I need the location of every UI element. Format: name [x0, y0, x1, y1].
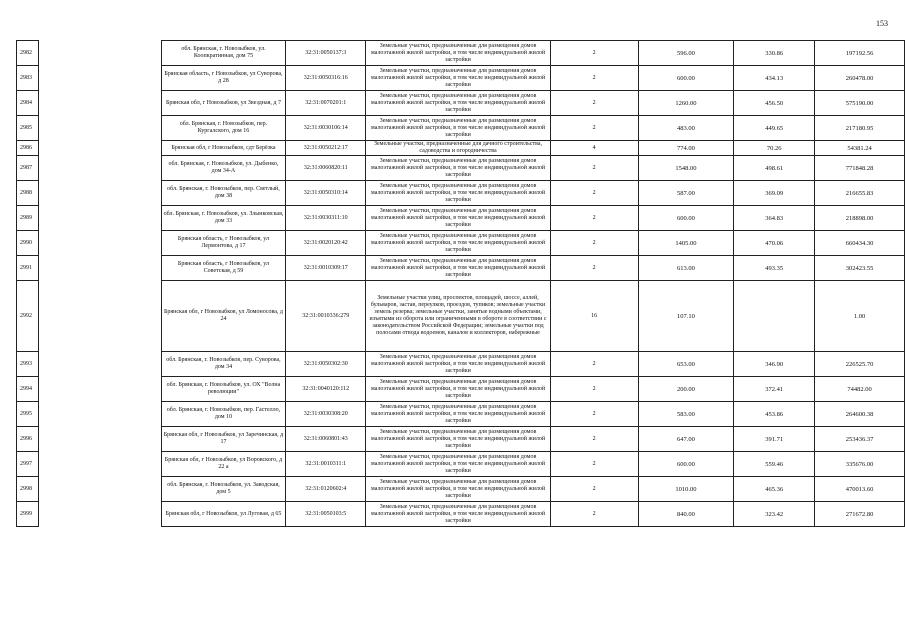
- area-cell: 840.00: [638, 502, 734, 527]
- spacer-cell: [38, 91, 161, 116]
- address-cell: Брянская обл, г Новозыбков, ул Заречинская, д 17: [161, 427, 286, 452]
- spacer-cell: [38, 402, 161, 427]
- address-cell: обл. Брянская, г. Новозыбков, ул. ОХ "Волна революции": [161, 377, 286, 402]
- spacer-cell: [38, 502, 161, 527]
- cadastral-value-cell: 197192.56: [815, 41, 905, 66]
- table-row: [17, 452, 905, 477]
- cadastral-number-cell: 32:31:0070201:1: [286, 91, 366, 116]
- cadastral-number-cell: 32:31:0120602:4: [286, 477, 366, 502]
- row-number: 2996: [17, 427, 39, 452]
- cadastral-value-cell: 253436.37: [815, 427, 905, 452]
- spacer-cell: [38, 141, 161, 156]
- group-cell: 16: [550, 281, 638, 352]
- address-cell: Брянская обл, г Новозыбков, ул Луговая, д 65: [161, 502, 286, 527]
- specific-value-cell: 323.42: [734, 502, 815, 527]
- table-row: [17, 502, 905, 527]
- table-row: [17, 66, 905, 91]
- cadastral-number-cell: 32:31:0050103:5: [286, 502, 366, 527]
- specific-value-cell: 346.90: [734, 352, 815, 377]
- table-row: [17, 116, 905, 141]
- area-cell: 600.00: [638, 206, 734, 231]
- row-number: 2994: [17, 377, 39, 402]
- group-cell: 2: [550, 352, 638, 377]
- group-cell: 2: [550, 156, 638, 181]
- area-cell: 600.00: [638, 66, 734, 91]
- group-cell: 2: [550, 427, 638, 452]
- row-number: 2985: [17, 116, 39, 141]
- specific-value-cell: 369.09: [734, 181, 815, 206]
- land-use-cell: Земельные участки, предназначенные для дачного строительства, садоводства и огородничества: [366, 141, 551, 156]
- spacer-cell: [38, 377, 161, 402]
- specific-value-cell: [734, 281, 815, 352]
- row-number: 2993: [17, 352, 39, 377]
- address-cell: Брянская обл, г Новозыбков, сдт Берёзка: [161, 141, 286, 156]
- cadastral-number-cell: 32:31:0040120:112: [286, 377, 366, 402]
- spacer-cell: [38, 206, 161, 231]
- spacer-cell: [38, 427, 161, 452]
- area-cell: 613.00: [638, 256, 734, 281]
- area-cell: 1548.00: [638, 156, 734, 181]
- address-cell: обл. Брянская, г. Новозыбков, пер. Кургалского, дом 16: [161, 116, 286, 141]
- cadastral-value-cell: 260478.00: [815, 66, 905, 91]
- specific-value-cell: 364.83: [734, 206, 815, 231]
- row-number: 2999: [17, 502, 39, 527]
- cadastral-value-cell: 218898.00: [815, 206, 905, 231]
- address-cell: Брянская область, г Новозыбков, ул Советская, д 59: [161, 256, 286, 281]
- group-cell: 2: [550, 377, 638, 402]
- cadastral-number-cell: 32:31:0050302:30: [286, 352, 366, 377]
- area-cell: 653.00: [638, 352, 734, 377]
- specific-value-cell: 391.71: [734, 427, 815, 452]
- area-cell: 587.00: [638, 181, 734, 206]
- land-use-cell: Земельные участки, предназначенные для размещения домов малоэтажной жилой застройки, в том числе индивидуальной жилой застройки: [366, 402, 551, 427]
- group-cell: 2: [550, 477, 638, 502]
- address-cell: обл. Брянская, г. Новозыбков, ул. Дыбенко, дом 34-А: [161, 156, 286, 181]
- spacer-cell: [38, 256, 161, 281]
- land-use-cell: Земельные участки, предназначенные для размещения домов малоэтажной жилой застройки, в том числе индивидуальной жилой застройки: [366, 377, 551, 402]
- area-cell: 1010.00: [638, 477, 734, 502]
- row-number: 2988: [17, 181, 39, 206]
- cadastral-number-cell: 32:31:0050212:17: [286, 141, 366, 156]
- group-cell: 2: [550, 452, 638, 477]
- table-row: [17, 181, 905, 206]
- spacer-cell: [38, 352, 161, 377]
- area-cell: 583.00: [638, 402, 734, 427]
- spacer-cell: [38, 181, 161, 206]
- specific-value-cell: 465.36: [734, 477, 815, 502]
- address-cell: Брянская обл, г Новозыбков, ул Звездная, д 7: [161, 91, 286, 116]
- land-use-cell: Земельные участки, предназначенные для размещения домов малоэтажной жилой застройки, в том числе индивидуальной жилой застройки: [366, 477, 551, 502]
- cadastral-value-cell: 660434.30: [815, 231, 905, 256]
- group-cell: 2: [550, 206, 638, 231]
- address-cell: Брянская обл, г Новозыбков, ул Ломоносова, д 24: [161, 281, 286, 352]
- land-use-cell: Земельные участки, предназначенные для размещения домов малоэтажной жилой застройки, в том числе индивидуальной жилой застройки: [366, 41, 551, 66]
- table-row: [17, 41, 905, 66]
- spacer-cell: [38, 66, 161, 91]
- specific-value-cell: 493.35: [734, 256, 815, 281]
- cadastral-value-cell: 74482.00: [815, 377, 905, 402]
- cadastral-number-cell: 32:31:0020120:42: [286, 231, 366, 256]
- land-use-cell: Земельные участки, предназначенные для размещения домов малоэтажной жилой застройки, в том числе индивидуальной жилой застройки: [366, 181, 551, 206]
- spacer-cell: [38, 41, 161, 66]
- cadastral-number-cell: 32:31:0010336:279: [286, 281, 366, 352]
- spacer-cell: [38, 452, 161, 477]
- cadastral-number-cell: 32:31:0030106:14: [286, 116, 366, 141]
- address-cell: обл. Брянская, г. Новозыбков, пер. Светлый, дом 38: [161, 181, 286, 206]
- cadastral-value-cell: 217180.95: [815, 116, 905, 141]
- cadastral-value-cell: 575190.00: [815, 91, 905, 116]
- cadastral-value-cell: 470013.60: [815, 477, 905, 502]
- group-cell: 2: [550, 402, 638, 427]
- spacer-cell: [38, 116, 161, 141]
- table-row: [17, 141, 905, 156]
- cadastral-value-cell: 271672.80: [815, 502, 905, 527]
- group-cell: 2: [550, 256, 638, 281]
- land-use-cell: Земельные участки, предназначенные для размещения домов малоэтажной жилой застройки, в том числе индивидуальной жилой застройки: [366, 452, 551, 477]
- spacer-cell: [38, 231, 161, 256]
- cadastral-number-cell: 32:31:0030308:20: [286, 402, 366, 427]
- cadastral-value-cell: 1.00: [815, 281, 905, 352]
- table-row: [17, 231, 905, 256]
- land-use-cell: Земельные участки, предназначенные для размещения домов малоэтажной жилой застройки, в том числе индивидуальной жилой застройки: [366, 91, 551, 116]
- land-use-cell: Земельные участки, предназначенные для размещения домов малоэтажной жилой застройки, в том числе индивидуальной жилой застройки: [366, 502, 551, 527]
- table-row: [17, 281, 905, 352]
- specific-value-cell: 456.50: [734, 91, 815, 116]
- address-cell: обл. Брянская, г. Новозыбков, пер. Суворова, дом 34: [161, 352, 286, 377]
- table-row: [17, 156, 905, 181]
- address-cell: Брянская область, г Новозыбков, ул Суворова, д 28: [161, 66, 286, 91]
- address-cell: обл. Брянская, г. Новозыбков, ул. Злынковская, дом 33: [161, 206, 286, 231]
- row-number: 2991: [17, 256, 39, 281]
- table-row: [17, 256, 905, 281]
- specific-value-cell: 449.65: [734, 116, 815, 141]
- row-number: 2984: [17, 91, 39, 116]
- specific-value-cell: 453.86: [734, 402, 815, 427]
- specific-value-cell: 330.86: [734, 41, 815, 66]
- cadastral-value-cell: 771848.28: [815, 156, 905, 181]
- table-row: [17, 402, 905, 427]
- land-use-cell: Земельные участки, предназначенные для размещения домов малоэтажной жилой застройки, в том числе индивидуальной жилой застройки: [366, 231, 551, 256]
- area-cell: 483.00: [638, 116, 734, 141]
- area-cell: 200.00: [638, 377, 734, 402]
- group-cell: 2: [550, 66, 638, 91]
- specific-value-cell: 434.13: [734, 66, 815, 91]
- cadastral-value-cell: 226525.70: [815, 352, 905, 377]
- row-number: 2983: [17, 66, 39, 91]
- page-number: 153: [876, 19, 888, 28]
- cadastral-number-cell: 32:31:0050310:14: [286, 181, 366, 206]
- land-use-cell: Земельные участки, предназначенные для размещения домов малоэтажной жилой застройки, в том числе индивидуальной жилой застройки: [366, 352, 551, 377]
- cadastral-value-table: [16, 40, 905, 527]
- table-row: [17, 91, 905, 116]
- land-use-cell: Земельные участки, предназначенные для размещения домов малоэтажной жилой застройки, в том числе индивидуальной жилой застройки: [366, 156, 551, 181]
- row-number: 2989: [17, 206, 39, 231]
- specific-value-cell: 470.06: [734, 231, 815, 256]
- specific-value-cell: 70.26: [734, 141, 815, 156]
- row-number: 2997: [17, 452, 39, 477]
- cadastral-number-cell: 32:31:0060820:11: [286, 156, 366, 181]
- cadastral-number-cell: 32:31:0060801:43: [286, 427, 366, 452]
- group-cell: 2: [550, 116, 638, 141]
- table-row: [17, 206, 905, 231]
- table-row: [17, 352, 905, 377]
- row-number: 2987: [17, 156, 39, 181]
- cadastral-value-cell: 335676.00: [815, 452, 905, 477]
- cadastral-number-cell: 32:31:0050137:3: [286, 41, 366, 66]
- table-row: [17, 427, 905, 452]
- table-row: [17, 377, 905, 402]
- group-cell: 2: [550, 502, 638, 527]
- group-cell: 2: [550, 181, 638, 206]
- row-number: 2998: [17, 477, 39, 502]
- address-cell: Брянская обл, г Новозыбков, ул Воровского, д 22 а: [161, 452, 286, 477]
- area-cell: 1260.00: [638, 91, 734, 116]
- cadastral-value-cell: 264600.38: [815, 402, 905, 427]
- area-cell: 647.00: [638, 427, 734, 452]
- land-use-cell: Земельные участки, предназначенные для размещения домов малоэтажной жилой застройки, в том числе индивидуальной жилой застройки: [366, 66, 551, 91]
- area-cell: 774.00: [638, 141, 734, 156]
- group-cell: 2: [550, 41, 638, 66]
- spacer-cell: [38, 281, 161, 352]
- area-cell: 600.00: [638, 452, 734, 477]
- group-cell: 2: [550, 231, 638, 256]
- group-cell: 4: [550, 141, 638, 156]
- cadastral-number-cell: 32:31:0010311:1: [286, 452, 366, 477]
- land-use-cell: Земельные участки улиц, проспектов, площадей, шоссе, аллей, бульваров, застав, переулков, проездов, тупиков; земельные участки земель резерва; земельные участки, занятые водными объектами, изъятыми из оборота или ограниченными в обороте в соответствии с законодательством Российской Федерации; земельные участки под полосами отвода водоемов, каналов и коллекторов, набережные: [366, 281, 551, 352]
- land-use-cell: Земельные участки, предназначенные для размещения домов малоэтажной жилой застройки, в том числе индивидуальной жилой застройки: [366, 116, 551, 141]
- row-number: 2995: [17, 402, 39, 427]
- row-number: 2990: [17, 231, 39, 256]
- address-cell: обл. Брянская, г. Новозыбков, ул. Коопкратинная, дом 75: [161, 41, 286, 66]
- specific-value-cell: 372.41: [734, 377, 815, 402]
- land-use-cell: Земельные участки, предназначенные для размещения домов малоэтажной жилой застройки, в том числе индивидуальной жилой застройки: [366, 256, 551, 281]
- land-use-cell: Земельные участки, предназначенные для размещения домов малоэтажной жилой застройки, в том числе индивидуальной жилой застройки: [366, 206, 551, 231]
- spacer-cell: [38, 477, 161, 502]
- address-cell: обл. Брянская, г. Новозыбков, пер. Гастелло, дом 10: [161, 402, 286, 427]
- area-cell: 1405.00: [638, 231, 734, 256]
- group-cell: 2: [550, 91, 638, 116]
- cadastral-number-cell: 32:31:0050316:16: [286, 66, 366, 91]
- spacer-cell: [38, 156, 161, 181]
- cadastral-value-cell: 302423.55: [815, 256, 905, 281]
- row-number: 2992: [17, 281, 39, 352]
- specific-value-cell: 559.46: [734, 452, 815, 477]
- address-cell: Брянская область, г Новозыбков, ул Лермонтова, д 17: [161, 231, 286, 256]
- address-cell: обл. Брянская, г. Новозыбков, ул. Заводская, дом 5: [161, 477, 286, 502]
- cadastral-number-cell: 32:31:0030311:10: [286, 206, 366, 231]
- area-cell: 107.10: [638, 281, 734, 352]
- row-number: 2982: [17, 41, 39, 66]
- land-use-cell: Земельные участки, предназначенные для размещения домов малоэтажной жилой застройки, в том числе индивидуальной жилой застройки: [366, 427, 551, 452]
- cadastral-value-cell: 216655.83: [815, 181, 905, 206]
- area-cell: 596.00: [638, 41, 734, 66]
- cadastral-number-cell: 32:31:0010309:17: [286, 256, 366, 281]
- table-row: [17, 477, 905, 502]
- row-number: 2986: [17, 141, 39, 156]
- cadastral-value-cell: 54381.24: [815, 141, 905, 156]
- specific-value-cell: 498.61: [734, 156, 815, 181]
